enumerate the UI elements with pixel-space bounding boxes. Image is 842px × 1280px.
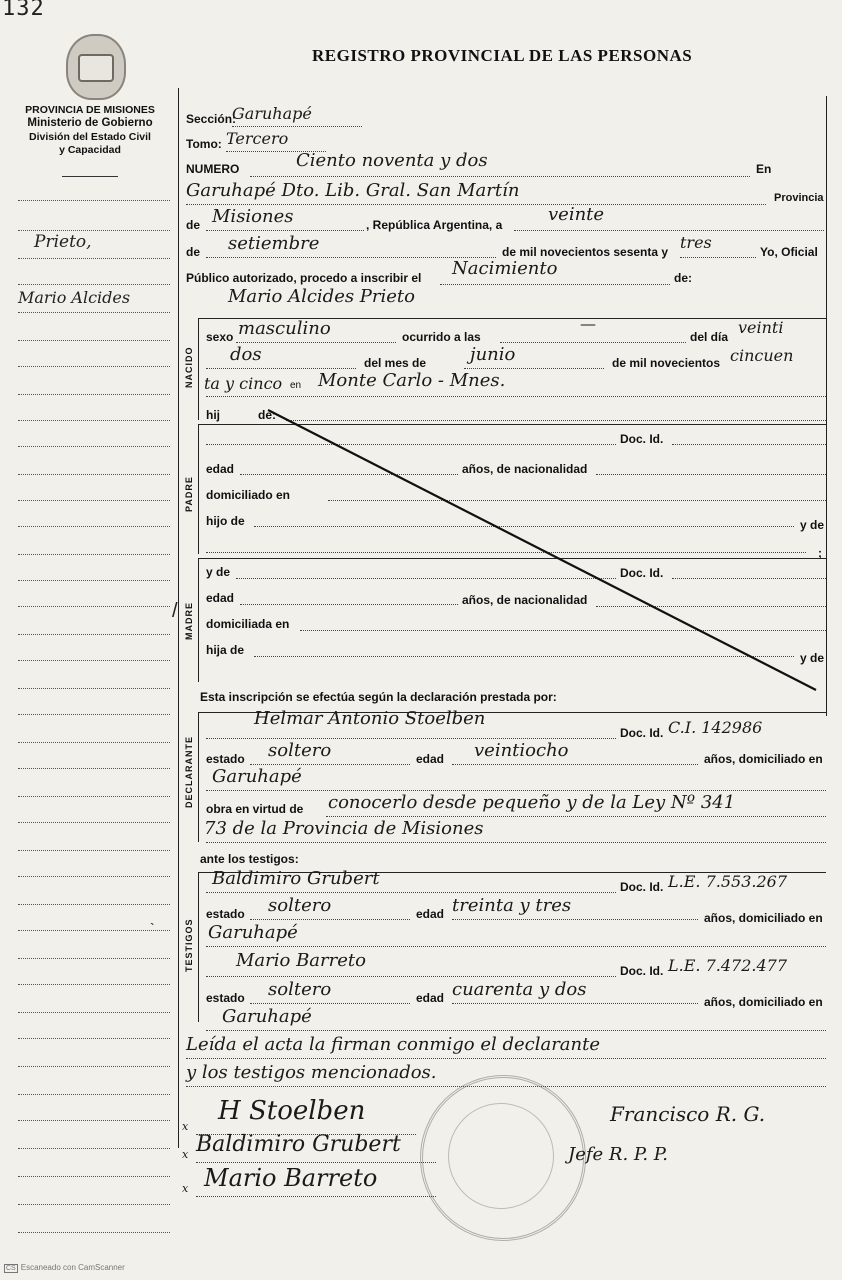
testigo2-edad-value: cuarenta y dos (452, 979, 587, 1000)
testigo2-name-value: Mario Barreto (236, 950, 366, 971)
madre-hija-label: hija de (206, 643, 245, 657)
acto-value: Nacimiento (452, 258, 558, 279)
official-stamp-inner-ring (448, 1103, 554, 1209)
closing-rule-1 (186, 1058, 826, 1059)
issuer-ministry: Ministerio de Gobierno (27, 117, 153, 129)
document-title: REGISTRO PROVINCIAL DE LAS PERSONAS (312, 46, 693, 65)
signature-mark-1: x (182, 1120, 189, 1133)
sexo-label: sexo (206, 330, 234, 344)
testigo1-estado-value: soltero (268, 895, 332, 916)
year-value: tres (680, 233, 712, 252)
padre-y-de-label: y de (800, 518, 825, 532)
padre-hijo-label: hijo de (206, 514, 245, 528)
publico-label: Público autorizado, procedo a inscribir el (186, 271, 422, 285)
issuer-province: PROVINCIA DE MISIONES (25, 104, 155, 116)
testigo1-name-value: Baldimiro Grubert (212, 868, 380, 889)
seccion-value: Garuhapé (232, 104, 312, 123)
testigo2-estado-value: soltero (268, 979, 332, 1000)
testigo1-edad-value: treinta y tres (452, 895, 572, 916)
testigo2-estado-label: estado (206, 991, 245, 1005)
hijo-label: hij (206, 408, 220, 422)
signature-line-3 (196, 1196, 436, 1197)
testigo2-doc-value: L.E. 7.472.477 (668, 956, 787, 975)
padre-section-label: PADRE (184, 476, 194, 512)
declarante-edad-value: veintiocho (474, 740, 569, 761)
sexo-value: masculino (238, 318, 331, 339)
madre-edad-label: edad (206, 591, 235, 605)
declarante-obra-value: conocerlo desde pequeño y de la Ley Nº 341 (328, 792, 736, 813)
madre-anios-label: años, de nacionalidad (462, 593, 588, 607)
en-nacido-label: en (290, 380, 302, 391)
testigo2-domicilio-value: Garuhapé (222, 1006, 312, 1027)
closing-line-1: Leída el acta la firman conmigo el declarante (186, 1034, 601, 1055)
testigo1-edad-label: edad (416, 907, 445, 921)
declarante-edad-line (452, 764, 698, 765)
declarante-estado-value: soltero (268, 740, 332, 761)
padre-edad-label: edad (206, 462, 235, 476)
mes-value: junio (470, 344, 516, 365)
republica-label: , República Argentina, a (366, 218, 503, 232)
testigo1-anios-label: años, domiciliado en (704, 911, 823, 925)
declarante-estado-label: estado (206, 752, 245, 766)
declarante-bracket (198, 712, 199, 842)
testigo1-estado-line (250, 919, 410, 920)
testigo1-name-line (206, 892, 616, 893)
nacido-name-value: Mario Alcides Prieto (228, 286, 416, 307)
testigo2-estado-line (250, 1003, 410, 1004)
numero-label: NUMERO (186, 162, 240, 176)
provincia-label: Provincia (774, 192, 824, 204)
padre-anios-label: años, de nacionalidad (462, 462, 588, 476)
margin-tick-mark: ` (150, 920, 155, 936)
declarante-obra-value-cont: 73 de la Provincia de Misiones (204, 818, 484, 839)
padre-doc-label: Doc. Id. (620, 432, 664, 446)
camscanner-logo-icon: CS (6, 1265, 16, 1272)
margin-surname: Prieto, (34, 232, 92, 252)
anio-value-cont: ta y cinco (204, 374, 283, 393)
madre-domicilio-label: domiciliada en (206, 617, 290, 631)
testigo2-edad-label: edad (416, 991, 445, 1005)
del-dia-label: del día (690, 330, 729, 344)
en-label: En (756, 162, 772, 176)
testigo1-doc-label: Doc. Id. (620, 880, 664, 894)
provincia-value: Misiones (212, 206, 294, 227)
declarante-intro: Esta inscripción se efectúa según la declaración prestada por: (200, 690, 557, 704)
testigo1-estado-label: estado (206, 907, 245, 921)
madre-y-de-end-label: y de (800, 651, 825, 665)
padre-semicolon: ; (818, 546, 822, 560)
testigos-intro: ante los testigos: (200, 852, 299, 866)
testigo2-doc-label: Doc. Id. (620, 964, 664, 978)
issuer-division: División del Estado Civil (29, 131, 151, 143)
testigos-bracket (198, 872, 199, 1022)
declarante-doc-value: C.I. 142986 (668, 718, 763, 737)
testigos-section-label: TESTIGOS (184, 918, 194, 972)
signature-mark-2: x (182, 1148, 189, 1161)
declarante-doc-label: Doc. Id. (620, 726, 664, 740)
hijo-de-label: de: (258, 408, 276, 422)
signature-testigo-2: Mario Barreto (204, 1164, 378, 1192)
testigo2-name-line (206, 976, 616, 977)
place-value: Garuhapé Dto. Lib. Gral. San Martín (186, 180, 520, 201)
madre-section-label: MADRE (184, 602, 194, 640)
testigo1-doc-value: L.E. 7.553.267 (668, 872, 787, 891)
tomo-value: Tercero (226, 129, 289, 148)
signature-testigo-1: Baldimiro Grubert (196, 1132, 401, 1157)
declarante-anios-label: años, domiciliado en (704, 752, 823, 766)
testigo2-domicilio-line (206, 1030, 826, 1031)
testigo1-domicilio-line (206, 946, 826, 947)
mil-label: de mil novecientos sesenta y (502, 245, 669, 259)
declarante-section-label: DECLARANTE (184, 736, 194, 808)
ocurrido-label: ocurrido a las (402, 330, 481, 344)
declarante-domicilio-line (206, 790, 826, 791)
declarante-name-value: Helmar Antonio Stoelben (254, 708, 486, 729)
hora-value: — (580, 314, 596, 333)
seccion-label: Sección: (186, 112, 237, 126)
dia-value-cont: dos (230, 344, 262, 365)
dia-value: veinti (738, 318, 784, 337)
testigo1-domicilio-value: Garuhapé (208, 922, 298, 943)
month-value: setiembre (228, 233, 320, 254)
signature-official-1: Francisco R. G. (610, 1102, 766, 1126)
padre-domicilio-label: domiciliado en (206, 488, 291, 502)
testigo2-anios-label: años, domiciliado en (704, 995, 823, 1009)
declarante-name-line (206, 738, 616, 739)
de-label: de (186, 218, 201, 232)
signature-official-2: Jefe R. P. P. (568, 1144, 668, 1165)
scanner-footer-text: Escaneado con CamScanner (20, 1263, 125, 1272)
lugar-value: Monte Carlo - Mnes. (318, 370, 506, 391)
margin-names: Mario Alcides (18, 288, 131, 307)
signature-line-2 (196, 1162, 436, 1163)
declarante-obra-label: obra en virtud de (206, 802, 304, 816)
anio-value: cincuen (730, 346, 794, 365)
oficial-label: Yo, Oficial (760, 245, 818, 259)
closing-line-2: y los testigos mencionados. (186, 1062, 437, 1083)
testigo1-edad-line (452, 919, 698, 920)
declarante-domicilio-value: Garuhapé (212, 766, 302, 787)
mes-label: del mes de (364, 356, 427, 370)
signature-declarante: H Stoelben (218, 1096, 366, 1126)
de2-label: de (186, 245, 201, 259)
signature-mark-3: x (182, 1182, 189, 1195)
scanner-footer (4, 1263, 125, 1273)
page-number: 132 (2, 0, 45, 21)
declarante-obra-line (326, 816, 826, 817)
numero-value: Ciento noventa y dos (296, 150, 488, 171)
issuer-capacity: y Capacidad (59, 144, 121, 156)
day-value: veinte (548, 204, 605, 225)
testigo2-edad-line (452, 1003, 698, 1004)
nacido-section-label: NACIDO (184, 346, 194, 388)
madre-doc-label: Doc. Id. (620, 566, 664, 580)
declarante-estado-line (250, 764, 410, 765)
mil-nacido-label: de mil novecientos (612, 356, 721, 370)
declarante-edad-label: edad (416, 752, 445, 766)
de3-label: de: (674, 271, 692, 285)
madre-y-de-label: y de (206, 565, 231, 579)
tomo-label: Tomo: (186, 137, 222, 151)
declarante-obra-line2 (206, 842, 826, 843)
madre-margin-mark: / (172, 600, 178, 622)
